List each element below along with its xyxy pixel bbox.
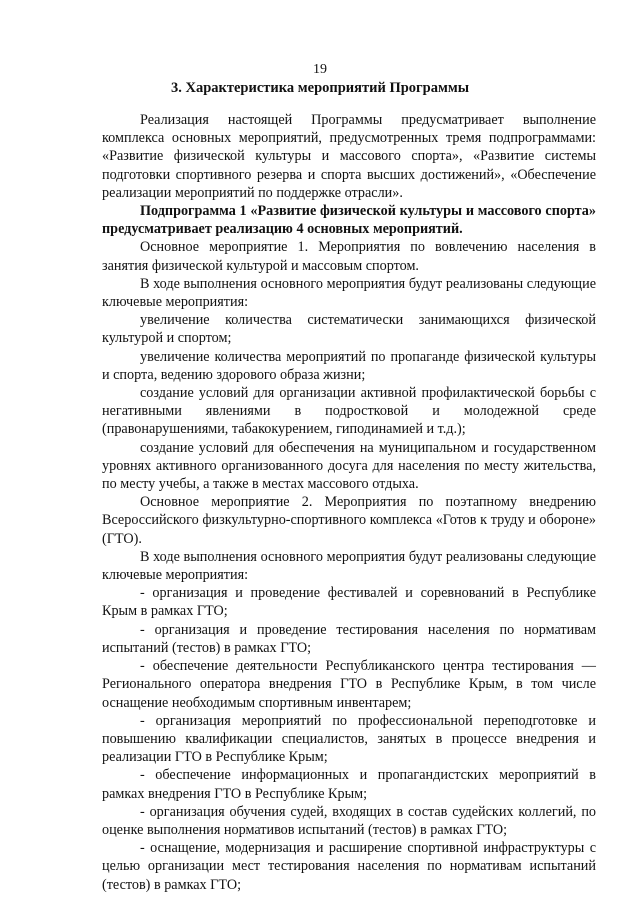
list-item: - организация обучения судей, входящих в состав судейских коллегий, по оценке выполнения нормативов испытаний (тестов) в рамках ГТО; <box>102 803 596 838</box>
list-item: - организация и проведение фестивалей и соревнований в Республике Крым в рамках ГТО; <box>102 585 596 620</box>
list-item: создание условий для организации активной профилактической борьбы с негативными явлениями в подростковой и молодежной среде (правонарушениями, табакокурением, гиподинамией и т.д.); <box>102 385 596 438</box>
activity-1-paragraph: Основное мероприятие 1. Мероприятия по вовлечению населения в занятия физической культурой и массовым спортом. <box>102 239 596 274</box>
list-intro-paragraph: В ходе выполнения основного мероприятия будут реализованы следующие ключевые мероприятия: <box>102 548 596 584</box>
section-heading: 3. Характеристика мероприятий Программы <box>170 80 470 96</box>
activity-2-paragraph: Основное мероприятие 2. Мероприятия по поэтапному внедрению Всероссийского физкультурно-спортивного комплекса «Готов к труду и обороне» (ГТО). <box>102 494 596 547</box>
page-number: 19 <box>313 62 327 77</box>
list-item: создание условий для обеспечения на муниципальном и государственном уровнях активного организованного досуга для населения по месту жительства, по месту учебы, а также в местах массового отдыха. <box>102 439 596 493</box>
list-item: - организация мероприятий по профессиональной переподготовке и повышению квалификации специалистов, занятых в процессе внедрения и реализации ГТО в Республике Крым; <box>102 712 596 766</box>
list-item: увеличение количества мероприятий по пропаганде физической культуры и спорта, ведению здорового образа жизни; <box>102 348 596 383</box>
list-item: - обеспечение деятельности Республиканского центра тестирования — Регионального оператора внедрения ГТО в Республике Крым, в том числе оснащение необходимым спортивным инвентарем; <box>102 658 596 711</box>
intro-paragraph: Реализация настоящей Программы предусматривает выполнение комплекса основных мероприятий, предусмотренных тремя подпрограммами: «Развитие физической культуры и массового спорта», «Развитие системы подготовки спортивного резерва и спорта высших достижений», «Обеспечение реализации мероприятий по поддержке отрасли». <box>102 112 596 201</box>
list-intro-paragraph: В ходе выполнения основного мероприятия будут реализованы следующие ключевые мероприятия: <box>102 275 596 311</box>
list-item: - обеспечение информационных и пропагандистских мероприятий в рамках внедрения ГТО в Республике Крым; <box>102 767 596 802</box>
list-item: - оснащение, модернизация и расширение спортивной инфраструктуры с целью организации мест тестирования населения по нормативам испытаний (тестов) в рамках ГТО; <box>102 840 596 893</box>
list-item: увеличение количества систематически занимающихся физической культурой и спортом; <box>102 312 596 347</box>
list-item: - организация и проведение тестирования населения по нормативам испытаний (тестов) в рамках ГТО; <box>102 621 596 656</box>
document-body <box>102 111 596 894</box>
subprogram-heading: Подпрограмма 1 «Развитие физической культуры и массового спорта» предусматривает реализацию 4 основных мероприятий. <box>102 203 596 238</box>
